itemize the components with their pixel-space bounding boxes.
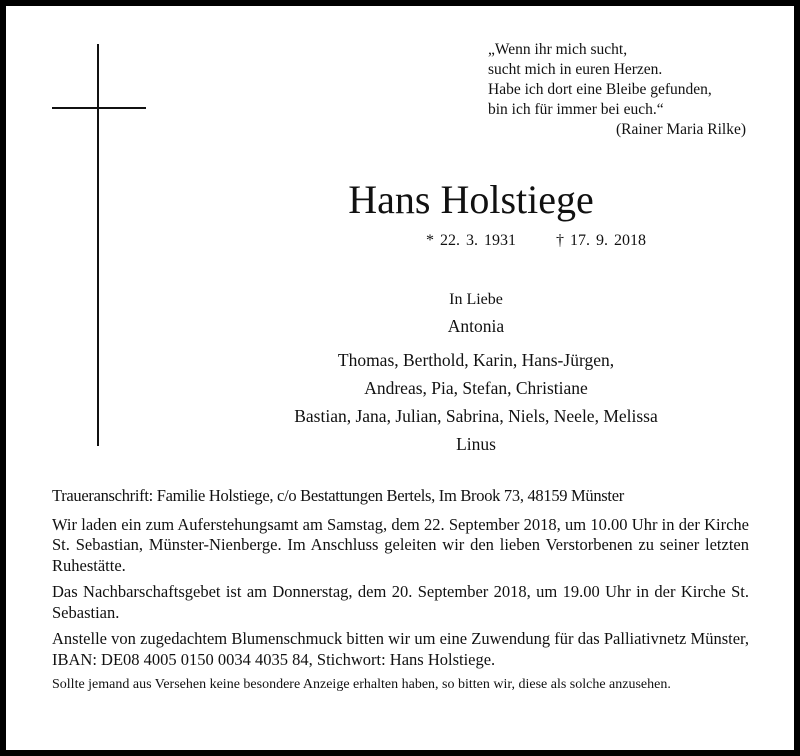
quote-line: „Wenn ihr mich sucht, <box>488 41 628 58</box>
family-line: Bastian, Jana, Julian, Sabrina, Niels, Neele, Melissa <box>294 406 658 426</box>
prayer-text: Das Nachbarschaftsgebet ist am Donnerstag, dem 20. September 2018, um 19.00 Uhr in der Kirche St. Sebastian. <box>52 582 749 622</box>
in-love-label: In Liebe <box>449 291 503 308</box>
mourning-address: Traueranschrift: Familie Holstiege, c/o Bestattungen Bertels, Im Brook 73, 48159 Münster <box>52 486 624 505</box>
funeral-service-text: Wir laden ein zum Auferstehungsamt am Samstag, dem 22. September 2018, um 10.00 Uhr in der Kirche St. Sebastian, Münster-Nienberge. Im Anschluss geleiten wir den lieben Verstorbenen zu seiner letzten Ruhestätte. <box>52 514 749 575</box>
family-mourners <box>166 288 786 458</box>
life-dates <box>426 232 646 250</box>
notice-body <box>52 486 749 700</box>
quote-attribution: (Rainer Maria Rilke) <box>616 121 746 138</box>
cross-icon <box>97 44 99 446</box>
donation-text: Anstelle von zugedachtem Blumenschmuck bitten wir um eine Zuwendung für das Palliativnetz Münster, IBAN: DE08 4005 0150 0034 4035 84, Stichwort: Hans Holstiege. <box>52 629 749 669</box>
death-date: † 17. 9. 2018 <box>556 232 646 249</box>
obituary-notice <box>6 6 794 750</box>
notice-note: Sollte jemand aus Versehen keine besondere Anzeige erhalten haben, so bitten wir, diese als solche anzusehen. <box>52 677 671 692</box>
quote-line: bin ich für immer bei euch.“ <box>488 101 664 118</box>
family-line: Andreas, Pia, Stefan, Christiane <box>364 378 588 398</box>
birth-date: * 22. 3. 1931 <box>426 232 516 249</box>
cross-icon-bar <box>52 107 146 109</box>
family-line: Linus <box>456 434 496 454</box>
deceased-name: Hans Holstiege <box>348 177 594 222</box>
spouse-name: Antonia <box>447 316 505 336</box>
quote-line: Habe ich dort eine Bleibe gefunden, <box>488 81 712 98</box>
family-line: Thomas, Berthold, Karin, Hans-Jürgen, <box>337 350 615 370</box>
quote-line: sucht mich in euren Herzen. <box>488 61 663 78</box>
rilke-quote <box>488 40 712 120</box>
